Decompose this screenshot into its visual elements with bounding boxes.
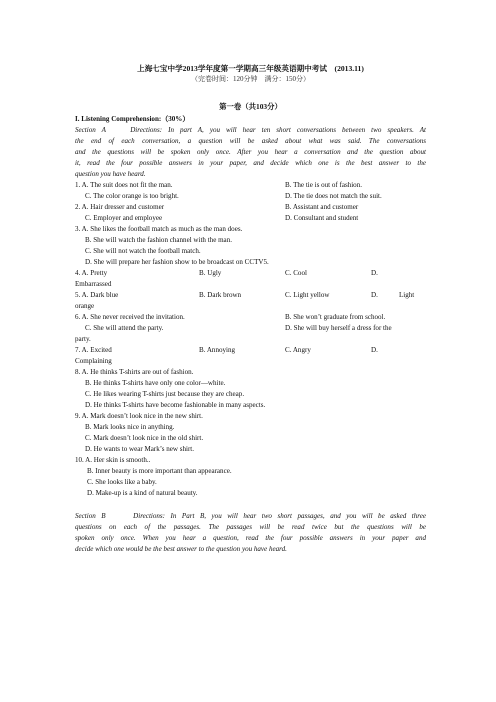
q5-option-a: 5. A. Dark blue — [75, 291, 119, 299]
q4-option-d-wrap: Embarrassed — [75, 280, 112, 288]
q1-option-d: D. The tie does not match the suit. — [285, 192, 382, 200]
q7-option-b: B. Annoying — [199, 346, 236, 354]
section-b-directions-line: spoken only once. When you hear a question, read the four possible answers in your paper and — [75, 534, 426, 542]
directions-label: Directions: — [130, 126, 163, 134]
q9-option-a: 9. A. Mark doesn’t look nice in the new shirt. — [75, 412, 203, 420]
q10-option-b: B. Inner beauty is more important than appearance. — [87, 467, 232, 475]
q6-option-a: 6. A. She never received the invitation. — [75, 313, 185, 321]
q8-option-a: 8. A. He thinks T-shirts are out of fashion. — [75, 368, 194, 376]
section-a-directions-line: the end of each conversation, a question will be asked about what was said. The conversations — [75, 137, 426, 145]
section-b-directions-line: decide which one would be the best answer to the question you have heard. — [75, 545, 287, 553]
q4-option-b: B. Ugly — [199, 269, 222, 277]
q4-option-d: D. — [371, 269, 378, 277]
q5-option-d-wrap: orange — [75, 302, 95, 310]
q2-option-d: D. Consultant and student — [285, 214, 359, 222]
q1-option-a: 1. A. The suit does not fit the man. — [75, 181, 173, 189]
q9-option-b: B. Mark looks nice in anything. — [85, 423, 175, 431]
q6-option-d: D. She will buy herself a dress for the — [285, 324, 392, 332]
q8-option-c: C. He likes wearing T-shirts just because they are cheap. — [85, 390, 245, 398]
q10-option-c: C. She looks like a baby. — [87, 478, 157, 486]
q3-option-d: D. She will prepare her fashion show to be broadcast on CCTV5. — [85, 258, 269, 266]
exam-title: 上海七宝中学2013学年度第一学期高三年级英语期中考试 (2013.11) — [137, 64, 364, 73]
q3-option-b: B. She will watch the fashion channel with the man. — [85, 236, 232, 244]
exam-subtitle: （完卷时间：120分钟 满分：150分） — [191, 75, 310, 83]
q7-option-d: D. — [371, 346, 378, 354]
q7-option-d-wrap: Complaining — [75, 357, 112, 365]
q5-option-b: B. Dark brown — [199, 291, 242, 299]
q6-option-d-wrap: party. — [75, 335, 91, 343]
q7-option-a: 7. A. Excited — [75, 346, 112, 354]
q2-option-a: 2. A. Hair dresser and customer — [75, 203, 165, 211]
section-a-directions-line — [75, 126, 426, 135]
section-heading: I. Listening Comprehension:（30%） — [75, 115, 190, 123]
q4-option-a: 4. A. Pretty — [75, 269, 108, 277]
part-heading: 第一卷（共103分） — [219, 102, 282, 111]
section-b-directions-line: questions on each of the passages. The passages will be read twice but the questions will be — [75, 523, 426, 531]
q2-option-c: C. Employer and employee — [85, 214, 163, 222]
q10-option-a: 10. A. Her skin is smooth.. — [75, 456, 151, 464]
q6-option-b: B. She won’t graduate from school. — [285, 313, 386, 321]
q1-option-c: C. The color orange is too bright. — [85, 192, 179, 200]
directions-label: Directions: — [133, 512, 165, 520]
q3-option-a: 3. A. She likes the football match as much as the man does. — [75, 225, 243, 233]
section-a-directions-line: and the questions will be spoken only once. After you hear a conversation and the question about — [75, 148, 426, 156]
q9-option-c: C. Mark doesn’t look nice in the old shirt. — [85, 434, 204, 442]
q4-option-c: C. Cool — [285, 269, 307, 277]
section-a-label: Section A — [75, 126, 106, 134]
q5-option-c: C. Light yellow — [285, 291, 330, 299]
q3-option-c: C. She will not watch the football match. — [85, 247, 201, 255]
section-a-directions-line: it, read the four possible answers in your paper, and decide which one is the best answer to the — [75, 159, 426, 167]
q1-option-b: B. The tie is out of fashion. — [285, 181, 362, 189]
section-b-directions-line — [75, 512, 426, 521]
q5-option-d: D. — [371, 291, 378, 299]
directions-text: In Part B, you will hear two short passages, and you will be asked three — [170, 512, 427, 520]
q10-option-d: D. Make-up is a kind of natural beauty. — [87, 489, 198, 497]
q9-option-d: D. He wants to wear Mark’s new shirt. — [85, 445, 195, 453]
q6-option-c: C. She will attend the party. — [85, 324, 164, 332]
q8-option-b: B. He thinks T-shirts have only one color—white. — [85, 379, 226, 387]
q8-option-d: D. He thinks T-shirts have become fashionable in many aspects. — [85, 401, 266, 409]
section-a-directions-line: question you have heard. — [75, 170, 146, 178]
q2-option-b: B. Assistant and customer — [285, 203, 359, 211]
section-b-label: Section B — [75, 512, 106, 520]
q7-option-c: C. Angry — [285, 346, 311, 354]
directions-text: In part A, you will hear ten short conversations between two speakers. At — [168, 126, 427, 134]
q5-option-d-text: Light — [399, 291, 415, 299]
